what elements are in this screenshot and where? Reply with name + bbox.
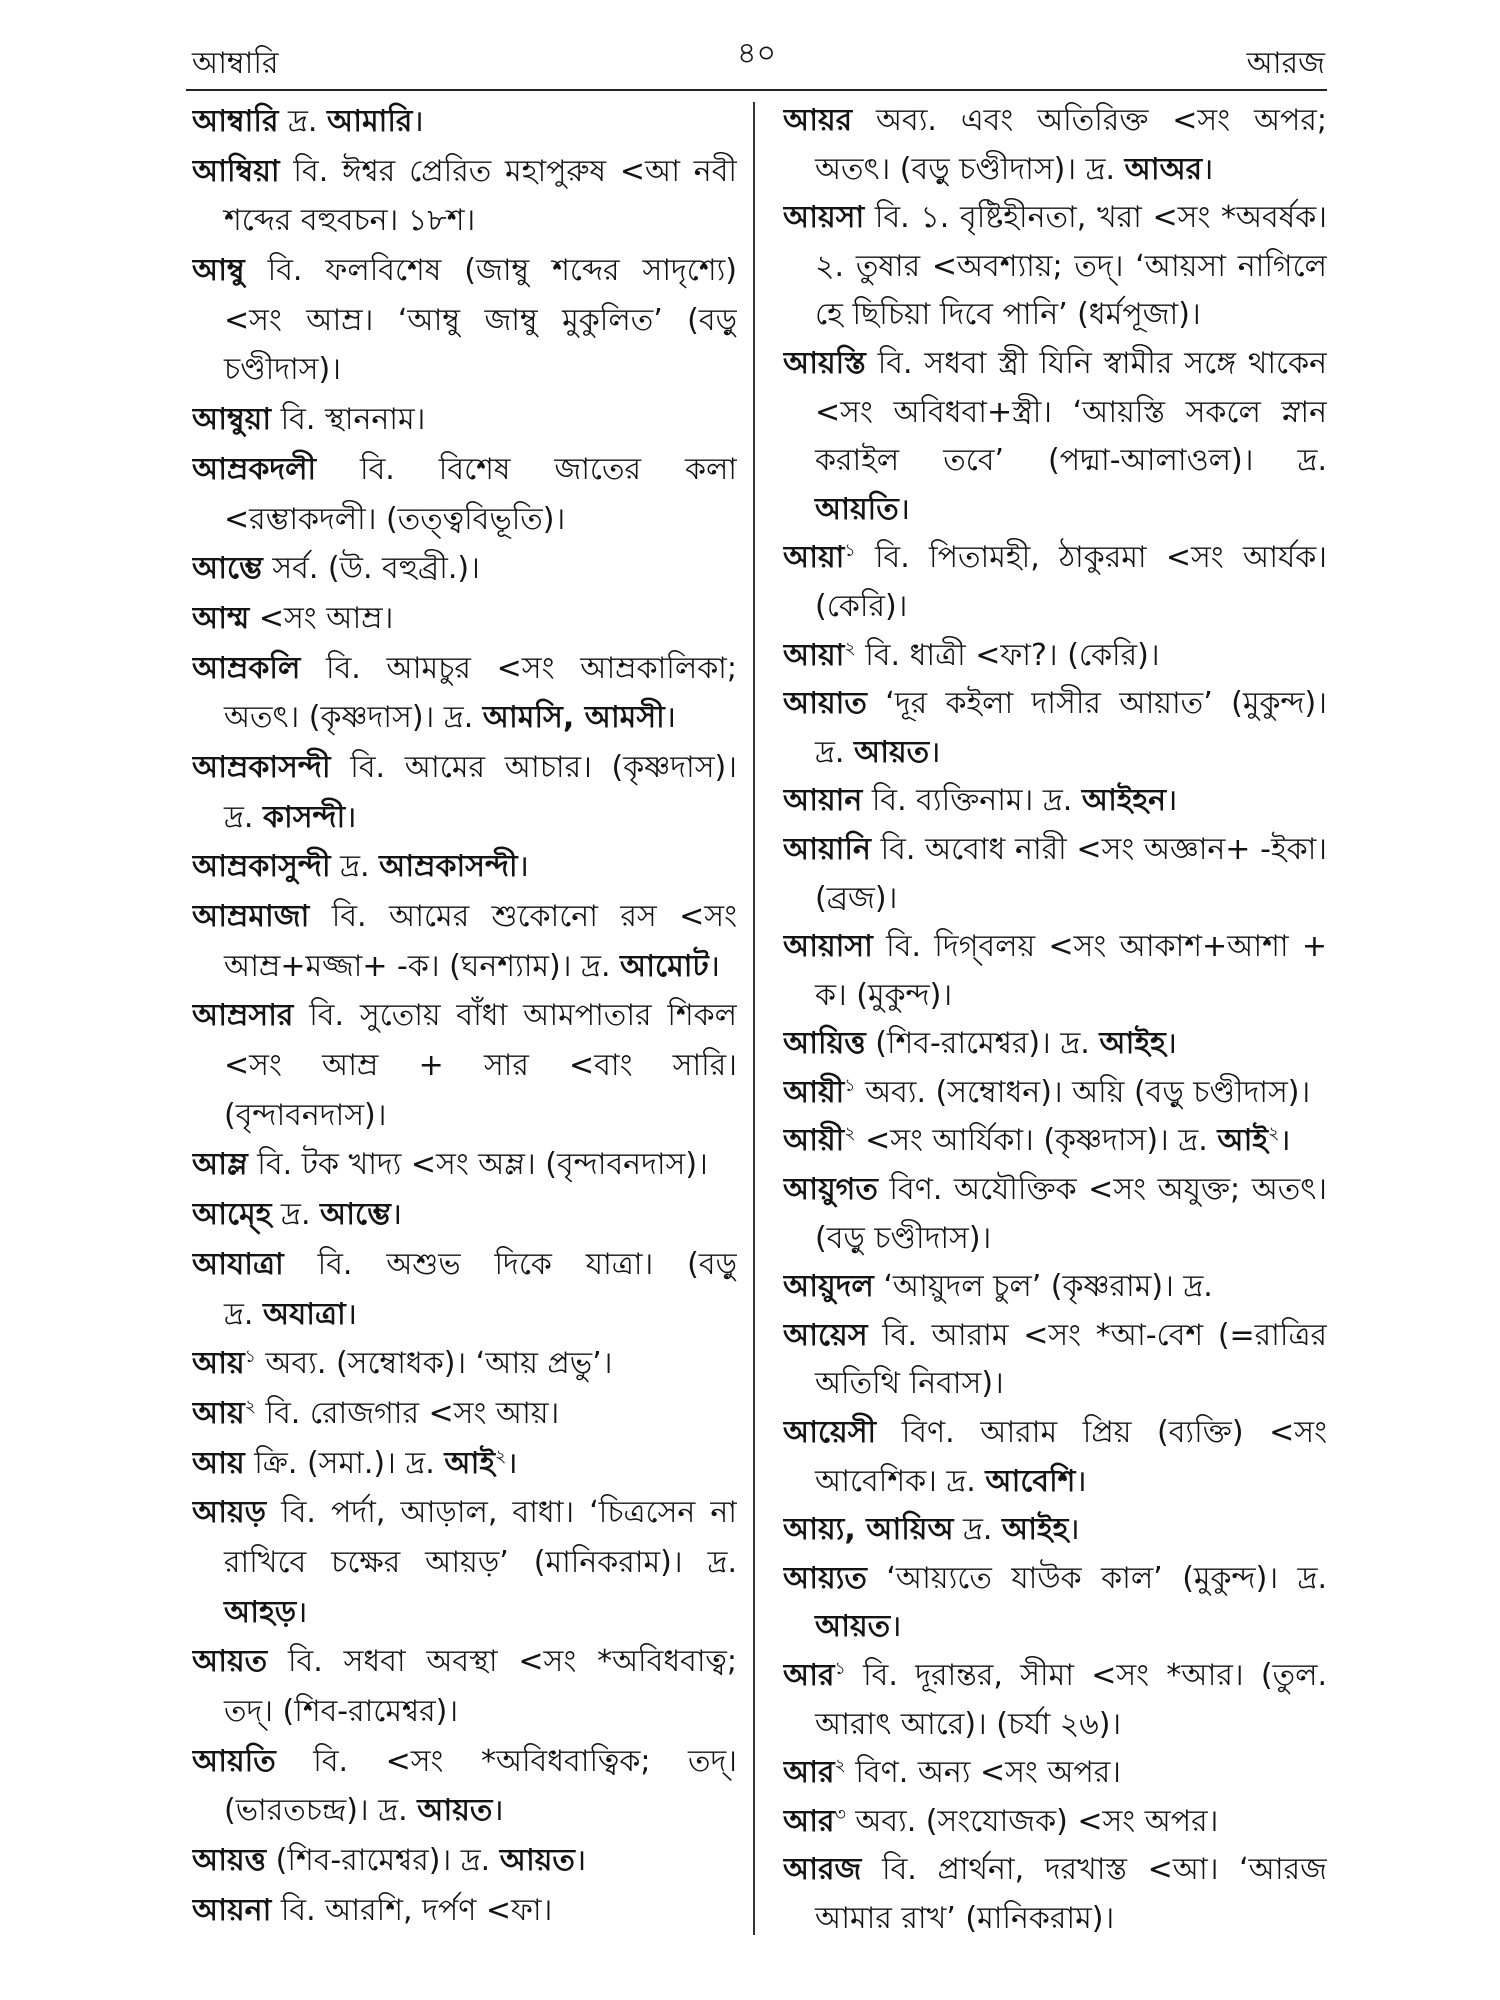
dictionary-entry xyxy=(192,1140,737,1190)
dictionary-entry xyxy=(783,534,1327,631)
dictionary-entry xyxy=(783,1069,1327,1118)
entry-continuation-line xyxy=(192,1091,737,1141)
entry-continuation-line xyxy=(192,1687,737,1737)
entry-continuation-line xyxy=(192,793,737,843)
dictionary-entry xyxy=(192,892,737,991)
dictionary-entry xyxy=(192,1637,737,1736)
entry-line xyxy=(192,1886,737,1936)
entry-line xyxy=(783,1652,1327,1701)
column-divider xyxy=(753,102,755,1935)
definition-text: । xyxy=(708,948,721,984)
entry-line xyxy=(192,1190,737,1240)
entry-continuation-line xyxy=(783,243,1327,292)
homonym-number: ৩ xyxy=(834,1804,846,1825)
definition-text: করাইল তবে’ (পদ্মা-আলাওল)। দ্র. xyxy=(815,443,1327,479)
headword: আয়তি xyxy=(192,1743,276,1779)
definition-text: দ্র. xyxy=(278,104,327,139)
headword: আয়না xyxy=(192,1892,272,1928)
definition-text: বি. অবোধ নারী <সং অজ্ঞান+ -ইকা। xyxy=(870,831,1327,867)
homonym-number: ২ xyxy=(834,1756,846,1777)
entry-line xyxy=(192,1836,737,1886)
headword: আয়স্তি xyxy=(783,345,866,381)
entry-line xyxy=(783,1555,1327,1604)
definition-text: দ্র. xyxy=(224,799,264,835)
definition-text: বি. ১. বৃষ্টিহীনতা, খরা <সং *অবর্ষক। xyxy=(864,200,1327,236)
dictionary-entry xyxy=(783,680,1327,777)
header-rule xyxy=(186,89,1327,91)
entry-continuation-line xyxy=(783,146,1327,195)
definition-text: । xyxy=(1279,1123,1291,1159)
homonym-number: ২ xyxy=(844,638,856,659)
cross-reference: আহড় xyxy=(224,1594,297,1630)
entry-line xyxy=(192,445,737,495)
entry-line xyxy=(783,97,1327,146)
cross-reference: কাসন্দী xyxy=(263,799,346,835)
definition-text: । xyxy=(345,1296,358,1332)
entry-line xyxy=(192,395,737,445)
headword: আয়ান xyxy=(783,783,863,819)
definition-text: রাখিবে চক্ষের আয়ড়’ (মানিকরাম)। দ্র. xyxy=(224,1544,737,1580)
headword: আয়ড় xyxy=(192,1495,267,1531)
definition-text: বি. দূরান্তর, সীমা <সং *আর। (তুল. xyxy=(845,1658,1327,1693)
entry-continuation-line xyxy=(192,1290,737,1340)
entry-line xyxy=(783,1846,1327,1895)
entry-line xyxy=(192,1339,737,1389)
left-column xyxy=(192,97,737,1935)
dictionary-entry xyxy=(783,1749,1327,1798)
definition-text: । xyxy=(929,734,941,770)
definition-text: বি. টক খাদ্য <সং অম্ল। (বৃন্দাবনদাস)। xyxy=(247,1147,708,1183)
definition-text: (কেরি)। xyxy=(815,588,908,624)
definition-text: অব্য. (সম্বোধক)। ‘আয় প্রভু’। xyxy=(255,1346,613,1382)
definition-text: অতৎ। (কৃষ্ণদাস)। দ্র. xyxy=(224,700,483,736)
definition-text: । xyxy=(492,1793,504,1829)
headword: আয়ত xyxy=(192,1644,268,1680)
dictionary-entry xyxy=(192,1339,737,1389)
definition-text: বি. রোজগার <সং আয়। xyxy=(255,1395,560,1431)
definition-text: বি. বিশেষ জাতের কলা xyxy=(316,451,737,487)
definition-text: <সং আর্যিকা। (কৃষ্ণদাস)। দ্র. xyxy=(855,1123,1218,1159)
definition-text: । xyxy=(574,1843,587,1879)
cross-reference: আয়ত xyxy=(417,1793,493,1829)
headword: আম্ম xyxy=(192,600,250,636)
entry-continuation-line xyxy=(783,1215,1327,1264)
definition-text: বি. ব্যক্তিনাম। দ্র. xyxy=(862,783,1082,819)
definition-text: । xyxy=(1068,1512,1080,1548)
definition-text: অব্য. (সংযোজক) <সং অপর। xyxy=(845,1803,1219,1839)
headword: আয়ুদল xyxy=(783,1269,874,1305)
definition-text: ক। (মুকুন্দ)। xyxy=(815,977,953,1013)
entry-line xyxy=(192,892,737,942)
cross-reference: অযাত্রা xyxy=(263,1296,346,1332)
definition-text: । xyxy=(890,1609,902,1645)
definition-text: <সং আম্র + সার <বাং সারি। xyxy=(224,1048,737,1084)
dictionary-entry xyxy=(783,1409,1327,1506)
cross-reference: আমারি xyxy=(327,104,413,139)
homonym-number: ১ xyxy=(844,541,856,562)
definition-text: (ভারতচন্দ্র)। দ্র. xyxy=(224,1793,418,1829)
definition-text: (শিব-রামেশ্বর)। দ্র. xyxy=(266,1843,500,1879)
dictionary-entry xyxy=(192,246,737,395)
entry-line xyxy=(783,680,1327,729)
dictionary-entry xyxy=(783,1798,1327,1847)
headword: আম্হে xyxy=(192,1197,272,1233)
cross-reference: আয়ত xyxy=(854,734,930,770)
definition-text: বি. আরাম <সং *আ-বেশ (=রাত্রির xyxy=(867,1317,1327,1353)
dictionary-entry xyxy=(783,1312,1327,1409)
headword: আয়ত্ত xyxy=(192,1843,267,1879)
entry-line xyxy=(783,1409,1327,1458)
definition-text: বিণ. আরাম প্রিয় (ব্যক্তি) <সং xyxy=(876,1415,1327,1451)
cross-reference: আইহ xyxy=(1099,1026,1166,1062)
definition-text: বি. ধাত্রী <ফা?। (কেরি)। xyxy=(855,637,1160,673)
entry-continuation-line xyxy=(783,389,1327,438)
definition-text: বি. স্থাননাম। xyxy=(271,402,426,438)
cross-reference: আয়ত xyxy=(815,1609,891,1645)
dictionary-entry xyxy=(783,826,1327,923)
definition-text: বিণ. অন্য <সং অপর। xyxy=(845,1755,1121,1791)
entry-line xyxy=(192,1439,737,1489)
definition-text: দ্র. xyxy=(271,1197,321,1233)
dictionary-entry xyxy=(783,1506,1327,1555)
headword: আম্বিয়া xyxy=(192,153,280,189)
definition-text: বি. প্রার্থনা, দরখাস্ত <আ। ‘আরজ xyxy=(861,1852,1327,1888)
dictionary-entry xyxy=(783,632,1327,681)
headword: আয়ী xyxy=(783,1074,845,1110)
entry-line xyxy=(192,246,737,296)
dictionary-entry xyxy=(192,147,737,246)
dictionary-entry xyxy=(783,1117,1327,1166)
entry-continuation-line xyxy=(192,1588,737,1638)
entry-continuation-line xyxy=(192,196,737,246)
cross-reference: আয়তি xyxy=(815,491,899,527)
definition-text: বি. আমের আচার। (কৃষ্ণদাস)। xyxy=(330,749,737,785)
entry-line xyxy=(783,1749,1327,1798)
entry-line xyxy=(783,1506,1327,1555)
entry-continuation-line xyxy=(192,693,737,743)
cross-reference: আই xyxy=(1217,1123,1268,1159)
cross-reference: আমোট xyxy=(620,948,709,984)
dictionary-entry xyxy=(192,544,737,594)
definition-text: ২. তুষার <অবশ্যায়; তদ্। ‘আয়সা নাগিলে xyxy=(815,248,1327,284)
definition-text: অতৎ। (বড়ু চণ্ডীদাস)। দ্র. xyxy=(815,151,1125,187)
dictionary-entry xyxy=(192,644,737,743)
entry-continuation-line xyxy=(192,1786,737,1836)
page-number: ৪০ xyxy=(737,36,776,71)
entry-line xyxy=(783,1020,1327,1069)
dictionary-entry xyxy=(783,1166,1327,1263)
entry-line xyxy=(783,1166,1327,1215)
dictionary-entry xyxy=(192,1836,737,1886)
entry-continuation-line xyxy=(783,875,1327,924)
definition-text: বি. পিতামহী, ঠাকুরমা <সং আর্যক। xyxy=(855,540,1327,576)
dictionary-entry xyxy=(192,991,737,1140)
homonym-number: ২ xyxy=(1267,1124,1280,1145)
definition-text: । xyxy=(1166,783,1178,819)
dictionary-entry xyxy=(783,1652,1327,1749)
entry-line xyxy=(783,1798,1327,1847)
entry-continuation-line xyxy=(783,1458,1327,1507)
definition-text: । xyxy=(517,849,529,885)
headword: আয়াসা xyxy=(783,929,873,965)
definition-text: আমার রাখ’ (মানিকরাম)। xyxy=(815,1900,1115,1936)
definition-text: । xyxy=(898,491,911,527)
definition-text: বি. <সং *অবিধবাত্বিক; তদ্। xyxy=(275,1743,737,1779)
definition-text: তদ্। (শিব-রামেশ্বর)। xyxy=(224,1694,459,1729)
definition-text: বি. পর্দা, আড়াল, বাধা। ‘চিত্রসেন না xyxy=(266,1495,737,1531)
headword: আয়ুগত xyxy=(783,1172,878,1208)
entry-line xyxy=(192,594,737,644)
cross-reference: আম্ভে xyxy=(320,1197,391,1233)
entry-continuation-line xyxy=(192,296,737,346)
headword: আম্ভে xyxy=(192,551,263,587)
definition-text: দ্র. xyxy=(815,734,855,770)
definition-text: <সং আম্র। ‘আম্বু জাম্বু মুকুলিত’ (বড়ু xyxy=(224,302,737,338)
homonym-number: ১ xyxy=(844,1075,856,1096)
definition-text: শব্দের বহুবচন। ১৮শ। xyxy=(224,203,476,239)
dictionary-entry xyxy=(192,1439,737,1489)
dictionary-entry xyxy=(783,97,1327,194)
headword: আম্রসার xyxy=(192,998,294,1034)
definition-text: অতিথি নিবাস)। xyxy=(815,1366,1004,1402)
entry-line xyxy=(783,194,1327,243)
definition-text: (বড়ু চণ্ডীদাস)। xyxy=(815,1220,992,1256)
definition-text: অব্য. (সম্বোধন)। অয়ি (বড়ু চণ্ডীদাস)। xyxy=(855,1074,1311,1110)
entry-line xyxy=(192,1737,737,1787)
entry-line xyxy=(192,1488,737,1538)
definition-text: ‘আয়ুদল চুল’ (কৃষ্ণরাম)। দ্র. xyxy=(873,1269,1213,1305)
entry-line xyxy=(783,632,1327,681)
headword: আয়িত্ত xyxy=(783,1026,866,1062)
dictionary-entry xyxy=(192,1240,737,1339)
definition-text: বি. সুতোয় বাঁধা আমপাতার শিকল xyxy=(293,998,737,1034)
entry-line xyxy=(783,826,1327,875)
definition-text: বি. দিগ্‌বলয় <সং আকাশ+আশা + xyxy=(872,929,1327,965)
entry-line xyxy=(783,1263,1327,1312)
dictionary-entry xyxy=(192,1737,737,1836)
headword: আয় xyxy=(192,1395,245,1431)
dictionary-entry xyxy=(192,97,737,147)
definition-text: <সং আম্র। xyxy=(249,600,394,636)
dictionary-entry xyxy=(192,445,737,544)
entry-continuation-line xyxy=(783,729,1327,778)
entry-line xyxy=(192,1240,737,1290)
right-guide-word: আরজ xyxy=(1246,46,1325,81)
definition-text: বি. ঈশ্বর প্রেরিত মহাপুরুষ <আ নবী xyxy=(279,153,737,189)
entry-continuation-line xyxy=(192,345,737,395)
headword: আয়ী xyxy=(783,1123,845,1159)
definition-text: বি. সধবা অবস্থা <সং *অবিধবাত্ব; xyxy=(267,1644,737,1680)
definition-text: বি. ফলবিশেষ (জাম্বু শব্দের সাদৃশ্যে) xyxy=(244,253,737,289)
dictionary-entry xyxy=(783,194,1327,340)
definition-text: । xyxy=(412,104,424,139)
entry-line xyxy=(192,991,737,1041)
headword: আয়্যত xyxy=(783,1560,867,1596)
cross-reference: আঅর xyxy=(1124,151,1203,187)
entry-line xyxy=(783,534,1327,583)
entry-line xyxy=(783,1117,1327,1166)
entry-continuation-line xyxy=(783,1603,1327,1652)
dictionary-entry xyxy=(192,1190,737,1240)
entry-continuation-line xyxy=(192,942,737,992)
headword: আম্ল xyxy=(192,1147,248,1183)
definition-text: <সং অবিধবা+স্ত্রী। ‘আয়স্তি সকলে স্নান xyxy=(815,394,1327,430)
cross-reference: আম্রকাসন্দী xyxy=(379,849,518,885)
headword: আয়া xyxy=(783,540,845,576)
definition-text: । xyxy=(664,700,677,736)
dictionary-entry xyxy=(783,1263,1327,1312)
entry-line xyxy=(192,1389,737,1439)
entry-line xyxy=(192,97,737,147)
homonym-number: ২ xyxy=(494,1446,507,1467)
dictionary-entry xyxy=(783,777,1327,826)
definition-text: দ্র. xyxy=(224,1296,264,1332)
entry-continuation-line xyxy=(783,583,1327,632)
entry-line xyxy=(192,1637,737,1687)
definition-text: বি. আরশি, দর্পণ <ফা। xyxy=(271,1892,553,1928)
definition-text: (ব্রজ)। xyxy=(815,880,898,916)
headword: আম্বুয়া xyxy=(192,402,272,438)
cross-reference: আইহন xyxy=(1081,783,1167,819)
headword: আর xyxy=(783,1658,835,1693)
headword: আয়েসী xyxy=(783,1415,877,1451)
definition-text: অব্য. এবং অতিরিক্ত <সং অপর; xyxy=(852,103,1327,138)
definition-text: বি. আমচুর <সং আম্রকালিকা; xyxy=(300,650,737,686)
entry-line xyxy=(192,1140,737,1190)
entry-continuation-line xyxy=(783,1360,1327,1409)
definition-text: দ্র. xyxy=(953,1512,1002,1548)
definition-text: দ্র. xyxy=(330,849,380,885)
definition-text: ‘দূর কইলা দাসীর আয়াত’ (মুকুন্দ)। xyxy=(866,686,1327,722)
entry-line xyxy=(192,544,737,594)
right-column xyxy=(783,97,1327,1944)
entry-line xyxy=(192,842,737,892)
left-guide-word: আম্বারি xyxy=(192,46,279,81)
dictionary-entry xyxy=(192,1488,737,1637)
dictionary-entry xyxy=(192,842,737,892)
definition-text: ক্রি. (সমা.)। দ্র. xyxy=(244,1445,445,1481)
headword: আর xyxy=(783,1755,835,1791)
entry-continuation-line xyxy=(783,1895,1327,1944)
definition-text: ‘আয়্যতে যাউক কাল’ (মুকুন্দ)। দ্র. xyxy=(866,1560,1327,1596)
headword: আম্রকাসুন্দী xyxy=(192,849,331,885)
headword: আম্রকদলী xyxy=(192,451,317,487)
entry-line xyxy=(783,1312,1327,1361)
entry-line xyxy=(192,147,737,197)
headword: আম্বারি xyxy=(192,104,279,139)
definition-text: আম্র+মজ্জা+ -ক। (ঘনশ্যাম)। দ্র. xyxy=(224,948,621,984)
definition-text: । xyxy=(1165,1026,1178,1062)
entry-continuation-line xyxy=(192,1041,737,1091)
cross-reference: আইহ xyxy=(1001,1512,1069,1548)
entry-line xyxy=(192,644,737,694)
definition-text: সর্ব. (উ. বহুব্রী.)। xyxy=(262,551,480,587)
headword: আযাত্রা xyxy=(192,1246,284,1282)
definition-text: আরাৎ আরে)। (চর্যা ২৬)। xyxy=(815,1706,1122,1742)
cross-reference: আমসি, আমসী xyxy=(482,700,665,736)
definition-text: <রম্ভাকদলী। (তত্ত্ববিভূতি)। xyxy=(224,501,566,537)
entry-continuation-line xyxy=(192,1538,737,1588)
headword: আয়া xyxy=(783,637,845,673)
definition-text: । xyxy=(506,1445,518,1481)
entry-continuation-line xyxy=(783,291,1327,340)
dictionary-entry xyxy=(192,743,737,842)
headword: আয়সা xyxy=(783,200,865,236)
headword: আয় xyxy=(192,1445,245,1481)
cross-reference: আই xyxy=(444,1445,495,1481)
dictionary-entry xyxy=(192,1389,737,1439)
definition-text: হে ছিচিয়া দিবে পানি’ (ধর্মপূজা)। xyxy=(815,297,1201,333)
headword: আয়ানি xyxy=(783,831,871,867)
headword: আয় xyxy=(192,1346,245,1382)
entry-continuation-line xyxy=(783,972,1327,1021)
entry-continuation-line xyxy=(783,486,1327,535)
definition-text: চণ্ডীদাস)। xyxy=(224,352,341,388)
definition-text: । xyxy=(390,1197,403,1233)
definition-text: । xyxy=(296,1594,308,1630)
definition-text: আবেশিক। দ্র. xyxy=(815,1463,986,1499)
dictionary-entry xyxy=(783,923,1327,1020)
homonym-number: ১ xyxy=(244,1347,256,1368)
headword: আম্রকাসন্দী xyxy=(192,749,331,785)
dictionary-entry xyxy=(783,1846,1327,1943)
headword: আর xyxy=(783,1803,835,1839)
headword: আম্রমাজা xyxy=(192,899,310,934)
cross-reference: আবেশি xyxy=(985,1463,1076,1499)
homonym-number: ২ xyxy=(244,1396,256,1417)
entry-line xyxy=(192,743,737,793)
dictionary-entry xyxy=(192,594,737,644)
headword: আয়র xyxy=(783,103,853,138)
dictionary-entry xyxy=(783,1555,1327,1652)
cross-reference: আয়ত xyxy=(499,1843,575,1879)
entry-continuation-line xyxy=(783,1701,1327,1750)
entry-line xyxy=(783,1069,1327,1118)
homonym-number: ২ xyxy=(844,1124,856,1145)
homonym-number: ১ xyxy=(834,1659,846,1679)
headword: আয়্য, আয়িঅ xyxy=(783,1512,954,1548)
headword: আম্রকলি xyxy=(192,650,301,686)
definition-text: । xyxy=(1202,151,1214,187)
page-header xyxy=(186,36,1327,88)
definition-text: বি. আমের শুকোনো রস <সং xyxy=(309,899,737,934)
headword: আয়েস xyxy=(783,1317,868,1353)
headword: আরজ xyxy=(783,1852,862,1888)
dictionary-entry xyxy=(783,340,1327,534)
dictionary-entry xyxy=(783,1020,1327,1069)
entry-continuation-line xyxy=(783,437,1327,486)
entry-continuation-line xyxy=(192,495,737,545)
entry-line xyxy=(783,777,1327,826)
entry-line xyxy=(783,923,1327,972)
dictionary-entry xyxy=(192,1886,737,1936)
definition-text: (শিব-রামেশ্বর)। দ্র. xyxy=(865,1026,1100,1062)
definition-text: । xyxy=(345,799,357,835)
headword: আয়াত xyxy=(783,686,867,722)
headword: আম্বু xyxy=(192,253,245,289)
definition-text: বিণ. অযৌক্তিক <সং অযুক্ত; অতৎ। xyxy=(877,1172,1327,1208)
definition-text: । xyxy=(1075,1463,1087,1499)
definition-text: বি. সধবা স্ত্রী যিনি স্বামীর সঙ্গে থাকেন xyxy=(865,345,1327,381)
dictionary-entry xyxy=(192,395,737,445)
entry-line xyxy=(783,340,1327,389)
definition-text: (বৃন্দাবনদাস)। xyxy=(224,1097,387,1133)
definition-text: বি. অশুভ দিকে যাত্রা। (বড়ু xyxy=(317,1246,737,1282)
